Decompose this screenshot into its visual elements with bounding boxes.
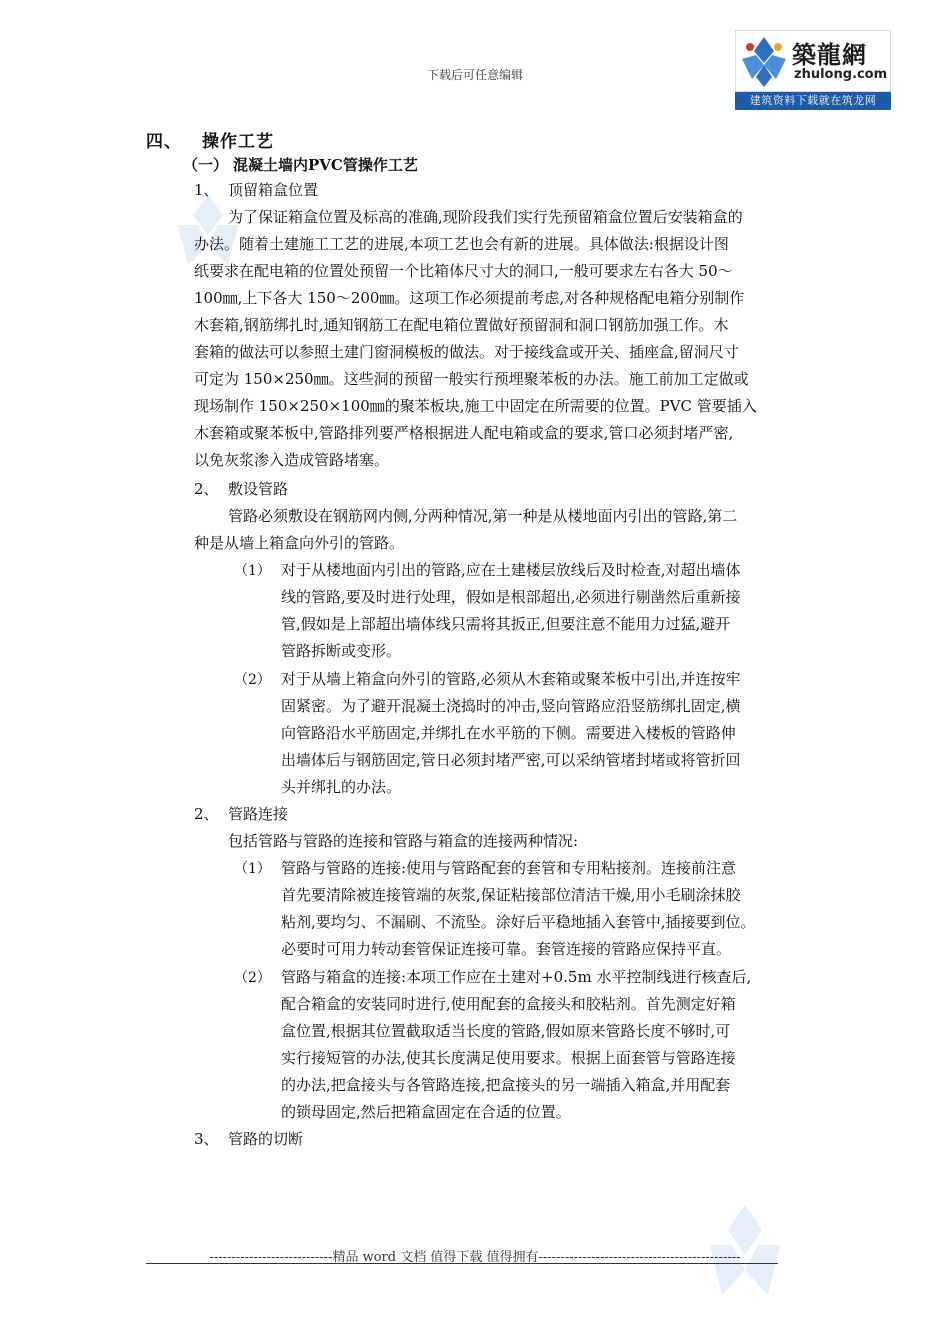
- paragraph-line: 纸要求在配电箱的位置处预留一个比箱体尺寸大的洞口,一般可要求左右各大 50～: [194, 262, 733, 280]
- paragraph-line: 向管路沿水平筋固定,并绑扎在水平筋的下侧。需要进入楼板的管路伸: [281, 724, 736, 742]
- paragraph-line: 现场制作 150×250×100㎜的聚苯板块,施工中固定在所需要的位置。PVC 管要插入: [194, 397, 757, 415]
- footer-note: ----------------------------精品 word 文档 值得下载 值得拥有----------------------------------------------: [209, 1250, 741, 1265]
- section-number: 四、: [146, 132, 182, 152]
- subitem-number: （2）: [234, 970, 271, 986]
- paragraph-line: 木套箱,钢筋绑扎时,通知钢筋工在配电箱位置做好预留洞和洞口钢筋加强工作。木: [194, 316, 729, 334]
- footer-divider: [146, 1263, 778, 1264]
- paragraph-line: 配合箱盒的安装同时进行,使用配套的盒接头和胶粘剂。首先测定好箱: [281, 995, 736, 1013]
- item-number: 2、: [194, 480, 219, 498]
- paragraph-line: 线的管路,要及时进行处理，假如是根部超出,必须进行剔凿然后重新接: [281, 588, 741, 606]
- paragraph-line: 管路拆断或变形。: [281, 642, 402, 660]
- item-heading: [194, 478, 288, 499]
- header-note: 下载后可任意编辑: [426, 68, 523, 82]
- subitem-number: （2）: [234, 672, 271, 688]
- subsection-heading: [183, 154, 418, 175]
- paragraph-line: 套箱的做法可以参照土建门窗洞模板的做法。对于接线盒或开关、插座盒,留洞尺寸: [194, 343, 739, 361]
- item-number: 2、: [194, 805, 219, 823]
- item-title: 顶留箱盒位置: [228, 181, 319, 199]
- paragraph-line: 管路与管路的连接:使用与管路配套的套管和专用粘接剂。连接前注意: [281, 859, 737, 877]
- paragraph-line: 的办法,把盒接头与各管路连接,把盒接头的另一端插入箱盒,并用配套: [281, 1076, 731, 1094]
- subsection-number: （一）: [183, 156, 229, 174]
- logo-slogan: 建筑资料下载就在筑龙网: [735, 92, 891, 110]
- item-heading: [194, 1128, 303, 1149]
- paragraph-line: 对于从楼地面内引出的管路,应在土建楼层放线后及时检查,对超出墙体: [281, 561, 741, 579]
- paragraph-line: 头并绑扎的办法。: [281, 778, 402, 796]
- paragraph-line: 的锁母固定,然后把箱盒固定在合适的位置。: [281, 1103, 571, 1121]
- paragraph-line: 管,假如是上部超出墙体线只需将其扳正,但要注意不能用力过猛,避开: [281, 615, 731, 633]
- paragraph-line: 管路必须敷设在钢筋网内侧,分两种情况,第一种是从楼地面内引出的管路,第二: [228, 507, 738, 525]
- subitem-number: （1）: [234, 861, 271, 877]
- paragraph-line: 粘剂,要均匀、不漏刷、不流坠。涂好后平稳地插入套管中,插接要到位。: [281, 913, 756, 931]
- item-title: 敷设管路: [228, 480, 289, 498]
- item-title: 管路连接: [228, 805, 289, 823]
- item-number: 3、: [194, 1130, 219, 1148]
- paragraph-line: 必要时可用力转动套管保证连接可靠。套管连接的管路应保持平直。: [281, 940, 732, 958]
- paragraph-line: 包括管路与管路的连接和管路与箱盒的连接两种情况:: [228, 832, 579, 850]
- logo-chinese-name: 築龍網: [792, 40, 867, 69]
- paragraph-line: 为了保证箱盒位置及标高的准确,现阶段我们实行先预留箱盒位置后安装箱盒的: [228, 208, 743, 226]
- paragraph-line: 办法。随着土建施工工艺的进展,本项工艺也会有新的进展。具体做法:根据设计图: [194, 235, 729, 253]
- paragraph-line: 对于从墙上箱盒向外引的管路,必须从木套箱或聚苯板中引出,并连按牢: [281, 670, 741, 688]
- zhulong-logo[interactable]: [735, 30, 891, 110]
- watermark-logo-left: [168, 190, 248, 270]
- logo-domain: zhulong.com: [794, 67, 888, 82]
- paragraph-line: 固紧密。为了避开混凝土浇捣时的冲击,竖向管路应沿竖筋绑扎固定,横: [281, 697, 741, 715]
- paragraph-line: 木套箱或聚苯板中,管路排列要严格根据进人配电箱或盒的要求,管口必须封堵严密,: [194, 424, 734, 442]
- item-title: 管路的切断: [228, 1130, 304, 1148]
- section-heading: [146, 127, 274, 152]
- paragraph-line: 出墙体后与钢筋固定,管日必须封堵严密,可以采纳管堵封堵或将管折回: [281, 751, 741, 769]
- subitem-number: （1）: [234, 563, 271, 579]
- paragraph-line: 实行接短管的办法,使其长度满足使用要求。根据上面套管与管路连接: [281, 1049, 736, 1067]
- item-number: 1、: [194, 181, 219, 199]
- paragraph-line: 100㎜,上下各大 150～200㎜。这项工作必须提前考虑,对各种规格配电箱分别制作: [194, 289, 745, 307]
- paragraph-line: 盒位置,根据其位置截取适当长度的管路,假如原来管路长度不够时,可: [281, 1022, 731, 1040]
- paragraph-line: 首先要清除被连接管端的灰浆,保证粘接部位清洁干燥,用小毛刷涂抹胶: [281, 886, 741, 904]
- logo-mark-icon: [740, 35, 788, 89]
- subsection-title: 混凝土墙内PVC管操作工艺: [233, 156, 418, 174]
- paragraph-line: 管路与箱盒的连接:本项工作应在土建对+0.5m 水平控制线进行核查后,: [281, 968, 752, 986]
- paragraph-line: 可定为 150×250㎜。这些洞的预留一般实行预埋聚苯板的办法。施工前加工定做或: [194, 370, 749, 388]
- paragraph-line: 以免灰浆渗入造成管路堵塞。: [194, 451, 390, 469]
- section-title: 操作工艺: [202, 132, 274, 152]
- paragraph-line: 种是从墙上箱盒向外引的管路。: [194, 534, 405, 552]
- item-heading: [194, 803, 288, 824]
- item-heading: [194, 179, 318, 200]
